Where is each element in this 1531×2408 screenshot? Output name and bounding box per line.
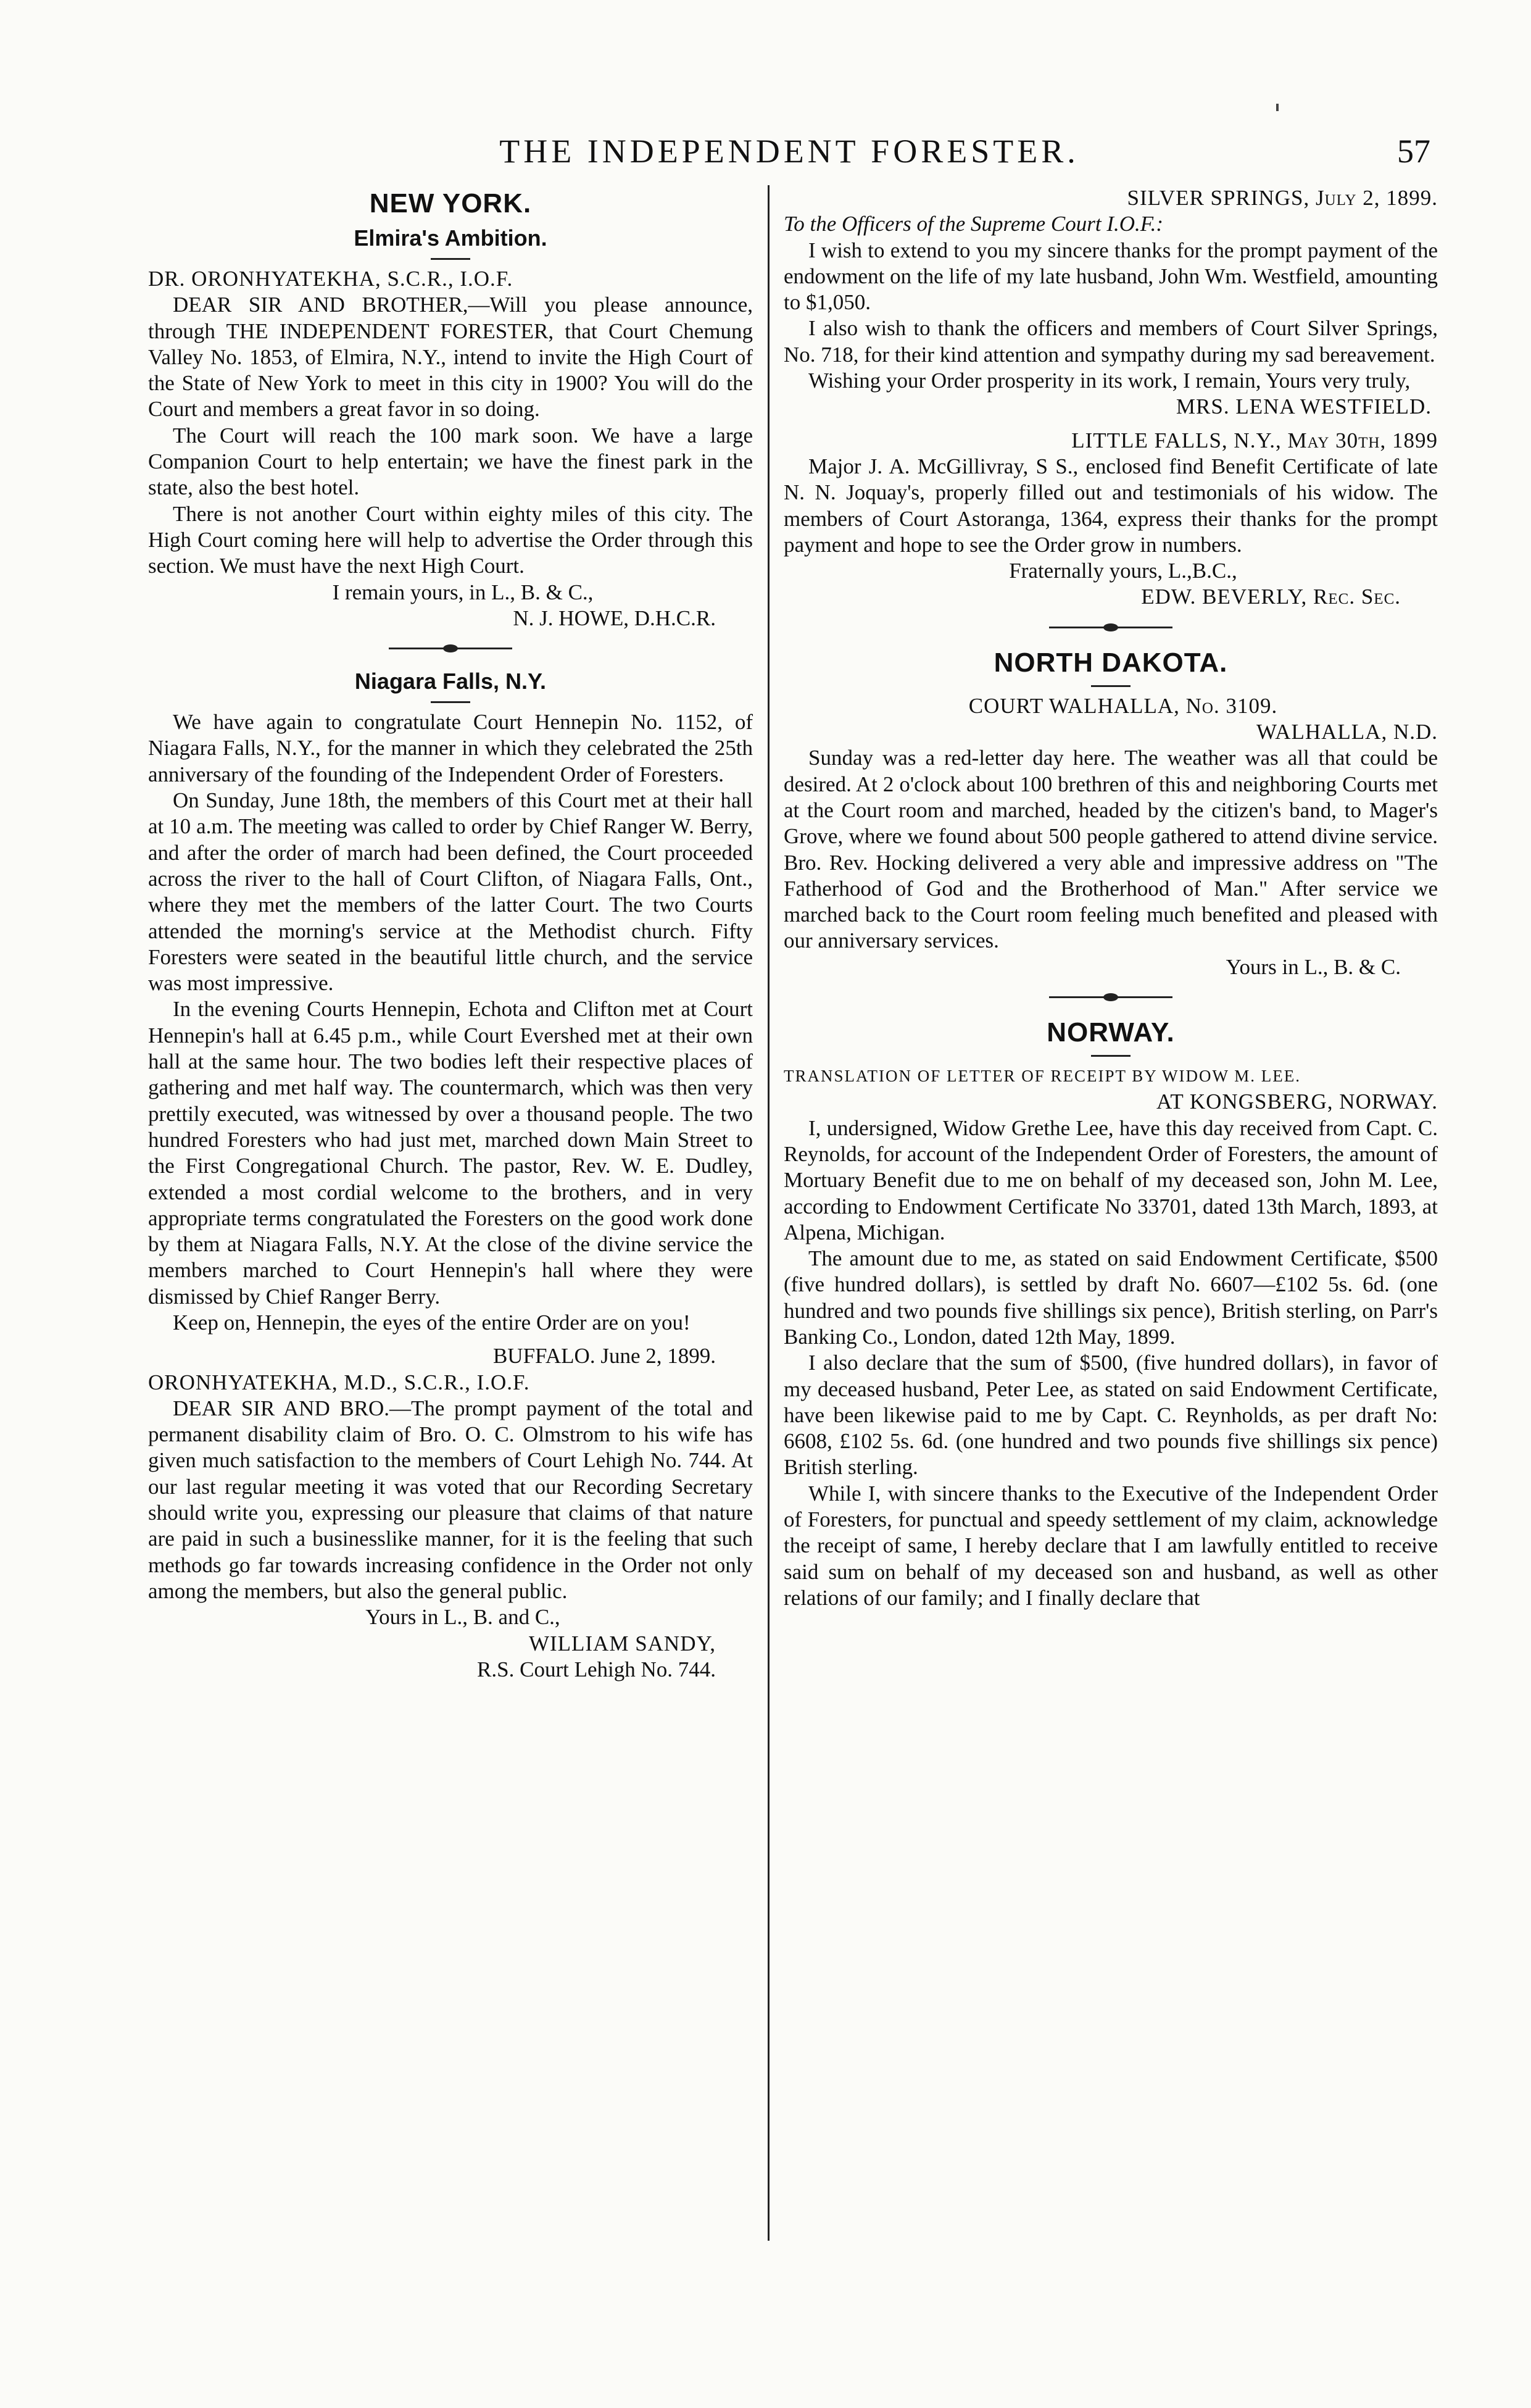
section-divider	[1049, 996, 1172, 998]
paragraph: On Sunday, June 18th, the members of this Court met at their hall at 10 a.m. The meeting was called to order by Chief Ranger W. Berry, and after the order of march had been defined, the Court proceeded across the river to the hall of Court Clifton, of Niagara Falls, Ont., where they met the members of the latter Court. The two Courts attended the morning's service at the Methodist church. Fifty Foresters were seated in the beautiful little church, and the service was most impressive.	[148, 788, 753, 996]
running-title: THE INDEPENDENT FORESTER.	[499, 133, 1079, 170]
signature-name: WILLIAM SANDY,	[528, 1631, 716, 1656]
paragraph: I, undersigned, Widow Grethe Lee, have this day received from Capt. C. Reynolds, for account of the Independent Order of Foresters, the amount of Mortuary Benefit due to me on behalf of my deceased son, John M. Lee, according to Endowment Certificate No 33701, dated 13th March, 1893, at Alpena, Michigan.	[784, 1115, 1438, 1244]
paragraph: In the evening Courts Hennepin, Echota and Clifton met at Court Hennepin's hall at 6.45 p.m., while Court Evershed met at their own hall at the same hour. The two bodies left their respective places of gathering and met half way. The countermarch, which was then very prettily executed, was witnessed by over a thousand people. The two hundred Foresters who had just met, marched down Main Street to the First Congregational Church. The pastor, Rev. W. E. Dudley, extended a most cordial welcome to the brothers, and in very appropriate terms congratulated the Foresters on the good work done by them at Niagara Falls, N.Y. At the close of the divine service the members marched to Court Hennepin's hall where they were dismissed by Chief Ranger Berry.	[148, 997, 753, 1309]
title-rule	[1091, 685, 1131, 687]
right-column	[784, 185, 1438, 1611]
closing: Yours in L., B. & C.	[1226, 954, 1401, 979]
paragraph: DEAR SIR AND BRO.—The prompt payment of the total and permanent disability claim of Bro. O. C. Olmstrom to his wife has given much satisfaction to the members of Court Lehigh No. 744. At our last regular meeting it was voted that our Recording Secretary should write you, expressing our pleasure that claims of that nature are paid in such a businesslike manner, for it is the feeling that such methods go far towards increasing confidence in the Order not only among the members, but also the general public.	[148, 1396, 753, 1603]
title-rule	[1091, 1055, 1131, 1057]
salutation: ORONHYATEKHA, M.D., S.C.R., I.O.F.	[148, 1370, 530, 1394]
dateline: BUFFALO. June 2, 1899.	[492, 1344, 716, 1369]
paragraph: Keep on, Hennepin, the eyes of the entire Order are on you!	[173, 1310, 691, 1335]
signature-title: R.S. Court Lehigh No. 744.	[477, 1657, 716, 1681]
signature: N. J. HOWE, D.H.C.R.	[513, 606, 716, 630]
section-heading-norway: NORWAY.	[1047, 1017, 1175, 1048]
page-number: 57	[1397, 133, 1430, 170]
scan-mark	[1276, 104, 1279, 111]
column-rule	[768, 185, 770, 2241]
article-title-niagara-falls: Niagara Falls, N.Y.	[354, 669, 547, 694]
spacer	[784, 420, 1438, 428]
translation-heading: TRANSLATION OF LETTER OF RECEIPT BY WIDOW M. LEE.	[784, 1067, 1301, 1086]
article-title-elmira: Elmira's Ambition.	[354, 225, 547, 251]
running-head	[148, 132, 1430, 181]
signature: EDW. BEVERLY, Rec. Sec.	[1141, 585, 1401, 609]
salutation: DR. ORONHYATEKHA, S.C.R., I.O.F.	[148, 267, 513, 291]
paragraph: Sunday was a red-letter day here. The weather was all that could be desired. At 2 o'clock about 100 brethren of this and neighboring Courts met at the Court room and marched, headed by the citizen's band, to Mager's Grove, where we found about 500 people gathered to attend divine service. Bro. Rev. Hocking delivered a very able and impressive address on "The Fatherhood of God and the Brotherhood of Man." After service we marched back to the Court room feeling much benefited and pleased with our anniversary services.	[784, 746, 1438, 953]
section-heading-new-york: NEW YORK.	[369, 188, 532, 219]
dateline: LITTLE FALLS, N.Y., May 30th, 1899	[1071, 428, 1438, 452]
section-divider	[389, 648, 512, 649]
paragraph: The Court will reach the 100 mark soon. We have a large Companion Court to help entertain; we have the finest park in the state, also the best hotel.	[148, 423, 753, 500]
section-heading-north-dakota: NORTH DAKOTA.	[994, 647, 1228, 678]
court-name: COURT WALHALLA, No. 3109.	[968, 693, 1278, 718]
paragraph: We have again to congratulate Court Hennepin No. 1152, of Niagara Falls, N.Y., for the manner in which they celebrated the 25th anniversary of the founding of the Independent Order of Foresters.	[148, 710, 753, 786]
paragraph: There is not another Court within eighty miles of this city. The High Court coming here will help to advertise the Order through this section. We must have the next High Court.	[148, 501, 753, 578]
paragraph: DEAR SIR AND BROTHER,—Will you please announce, through THE INDEPENDENT FORESTER, that Court Chemung Valley No. 1853, of Elmira, N.Y., intend to invite the High Court of the State of New York to meet in this city in 1900? You will do the Court and members a great favor in so doing.	[148, 293, 753, 422]
closing: Yours in L., B. and C.,	[365, 1605, 560, 1630]
place: WALHALLA, N.D.	[1256, 720, 1438, 744]
dateline: SILVER SPRINGS, July 2, 1899.	[1127, 186, 1438, 210]
paragraph: I also wish to thank the officers and members of Court Silver Springs, No. 718, for their kind attention and sympathy during my sad bereavement.	[784, 316, 1438, 367]
closing: I remain yours, in L., B. & C.,	[332, 580, 594, 604]
left-column	[148, 185, 753, 1683]
closing: Fraternally yours, L.,B.C.,	[1009, 559, 1237, 583]
place: AT KONGSBERG, NORWAY.	[1156, 1089, 1438, 1114]
title-rule	[431, 701, 470, 703]
signature: MRS. LENA WESTFIELD.	[1176, 394, 1432, 419]
spacer	[148, 1336, 753, 1343]
salutation: To the Officers of the Supreme Court I.O.F.:	[784, 212, 1164, 236]
paragraph: Wishing your Order prosperity in its work, I remain, Yours very truly,	[808, 369, 1411, 393]
section-divider	[1049, 627, 1172, 628]
paragraph: I wish to extend to you my sincere thanks for the prompt payment of the endowment on the life of my late husband, John Wm. Westfield, amounting to $1,050.	[784, 238, 1438, 315]
paragraph: Major J. A. McGillivray, S S., enclosed find Benefit Certificate of late N. N. Joquay's, properly filled out and testimonials of his widow. The members of Court Astoranga, 1364, express their thanks for the prompt payment and hope to see the Order grow in numbers.	[784, 454, 1438, 557]
paragraph: I also declare that the sum of $500, (five hundred dollars), in favor of my deceased husband, Peter Lee, as stated on said Endowment Certificate, have been likewise paid to me by Capt. C. Reynholds, as per draft No: 6608, £102 5s. 6d. (one hundred and two pounds five shillings six pence) British sterling.	[784, 1351, 1438, 1480]
paragraph: The amount due to me, as stated on said Endowment Certificate, $500 (five hundred dollars), is settled by draft No. 6607—£102 5s. 6d. (one hundred and two pounds five shillings six pence), British sterling, on Parr's Banking Co., London, dated 12th May, 1899.	[784, 1246, 1438, 1349]
paragraph: While I, with sincere thanks to the Executive of the Independent Order of Foresters, for punctual and speedy settlement of my claim, acknowledge the receipt of same, I hereby declare that I am lawfully entitled to receive said sum on behalf of my deceased son and husband, as well as other relations of our family; and I finally declare that	[784, 1481, 1438, 1610]
title-rule	[431, 258, 470, 260]
